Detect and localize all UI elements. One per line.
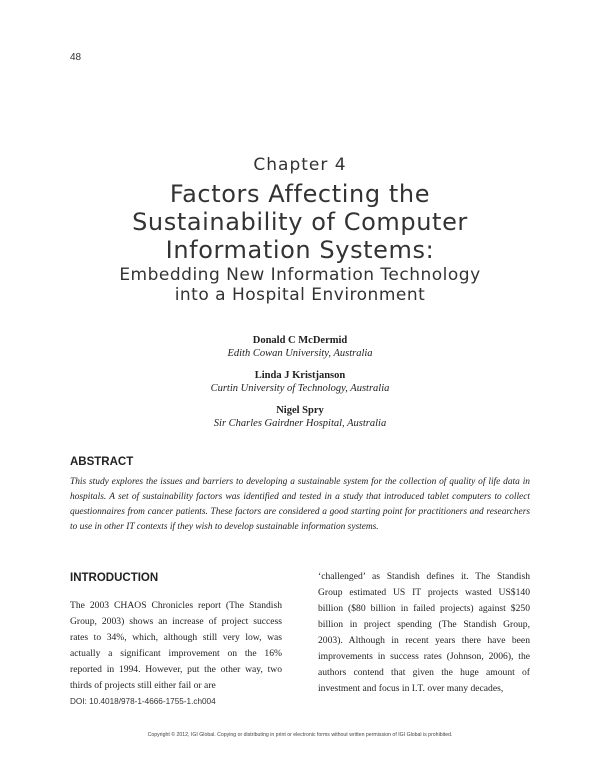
- chapter-label: Chapter 4: [253, 155, 347, 175]
- author-affiliation: Edith Cowan University, Australia: [227, 348, 373, 359]
- page-number: 48: [70, 52, 82, 63]
- chapter-subtitle-line: into a Hospital Environment: [174, 285, 426, 305]
- author-name: Donald C McDermid: [252, 335, 348, 346]
- chapter-title-line: Factors Affecting the: [169, 180, 431, 208]
- copyright-notice: Copyright © 2012, IGI Global. Copying or distributing in print or electronic forms without written permission of IGI Global is prohibited.: [147, 732, 453, 738]
- doi: DOI: 10.4018/978-1-4666-1755-1.ch004: [70, 697, 216, 706]
- chapter-title-line: Sustainability of Computer: [132, 208, 468, 236]
- abstract-text: This study explores the issues and barriers to developing a sustainable system for the collection of quality of life data in hospitals. A set of sustainability factors was identified and tested in a study that introduced tablet computers to collect questionnaires from cancer patients. These factors are considered a good starting point for practitioners and researchers to use in other IT contexts if they wish to develop sustainable information systems.: [70, 477, 530, 532]
- introduction-right-column: ‘challenged’ as Standish defines it. The Standish Group estimated US IT projects wasted US$140 billion ($80 billion in failed projects) against $250 billion in project spending (The Standish Group, 2003). Although in recent years there have been improvements in success rates (Johnson, 2006), the authors contend that given the huge amount of investment and focus in I.T. over many decades,: [318, 571, 530, 694]
- abstract-heading: ABSTRACT: [70, 456, 134, 468]
- author-affiliation: Curtin University of Technology, Australia: [210, 383, 390, 394]
- author-block: [0, 334, 600, 360]
- chapter-subtitle: [0, 265, 600, 305]
- author-name: Nigel Spry: [276, 405, 324, 416]
- introduction-left-column: The 2003 CHAOS Chronicles report (The Standish Group, 2003) shows an increase of project success rates to 34%, which, although still very low, was actually a significant improvement on the 16% reported in 1994. However, put the other way, two thirds of projects still either fail or are: [70, 600, 282, 691]
- author-name: Linda J Kristjanson: [254, 370, 346, 381]
- chapter-title: [0, 180, 600, 264]
- author-block: [0, 404, 600, 430]
- introduction-heading: INTRODUCTION: [70, 572, 159, 584]
- author-affiliation: Sir Charles Gairdner Hospital, Australia: [213, 418, 387, 429]
- chapter-title-line: Information Systems:: [165, 236, 435, 264]
- author-block: [0, 369, 600, 395]
- chapter-subtitle-line: Embedding New Information Technology: [119, 265, 481, 285]
